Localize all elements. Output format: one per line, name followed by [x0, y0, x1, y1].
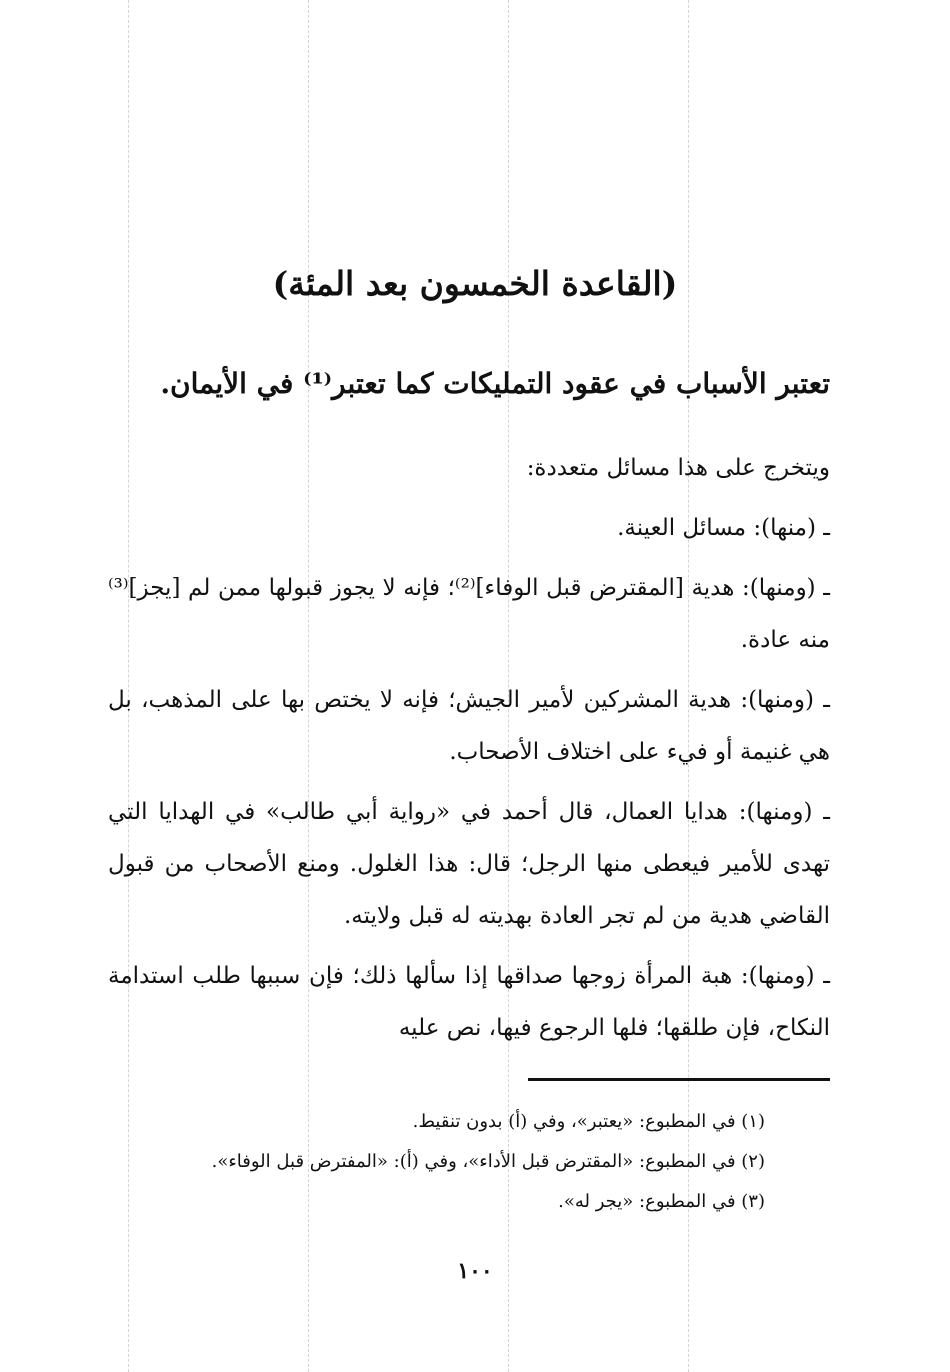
paragraph-item-5: ـ (ومنها): هبة المرأة زوجها صداقها إذا سألها ذلك؛ فإن سببها طلب استدامة النكاح، فإن طلقها؛ فلها الرجوع فيها، نص عليه — [108, 963, 830, 1041]
body-text — [108, 442, 830, 1062]
paragraph-item-3: ـ (ومنها): هدية المشركين لأمير الجيش؛ فإنه لا يختص بها على المذهب، بل هي غنيمة أو فيء على اختلاف الأصحاب. — [108, 687, 830, 765]
paragraph-intro: ويتخرج على هذا مسائل متعددة: — [526, 455, 830, 481]
footnote-separator — [528, 1078, 830, 1081]
section-title: (القاعدة الخمسون بعد المئة) — [272, 264, 678, 303]
paragraph-item-1: ـ (منها): مسائل العينة. — [617, 515, 830, 541]
rule-statement: تعتبر الأسباب في عقود التمليكات كما تعتبر⁽¹⁾ في الأيمان. — [160, 367, 830, 400]
paragraph-item-4: ـ (ومنها): هدايا العمال، قال أحمد في «رواية أبي طالب» في الهدايا التي تهدى للأمير فيعطى منها الرجل؛ قال: هذا الغلول. ومنع الأصحاب من قبول القاضي هدية من لم تجر العادة بهديته له قبل ولايته. — [108, 799, 830, 929]
footnote-2: (٢) في المطبوع: «المقترض قبل الأداء»، وفي (أ): «المفترض قبل الوفاء». — [211, 1151, 765, 1172]
footnotes — [140, 1102, 765, 1222]
paragraph-item-2: ـ (ومنها): هدية [المقترض قبل الوفاء]⁽²⁾؛ فإنه لا يجوز قبولها ممن لم [يجز]⁽³⁾ منه عادة. — [108, 575, 830, 653]
footnote-3: (٣) في المطبوع: «يجر له». — [558, 1191, 765, 1212]
page-number: ١٠٠ — [457, 1258, 493, 1284]
footnote-1: (١) في المطبوع: «يعتبر»، وفي (أ) بدون تنقيط. — [412, 1111, 765, 1132]
